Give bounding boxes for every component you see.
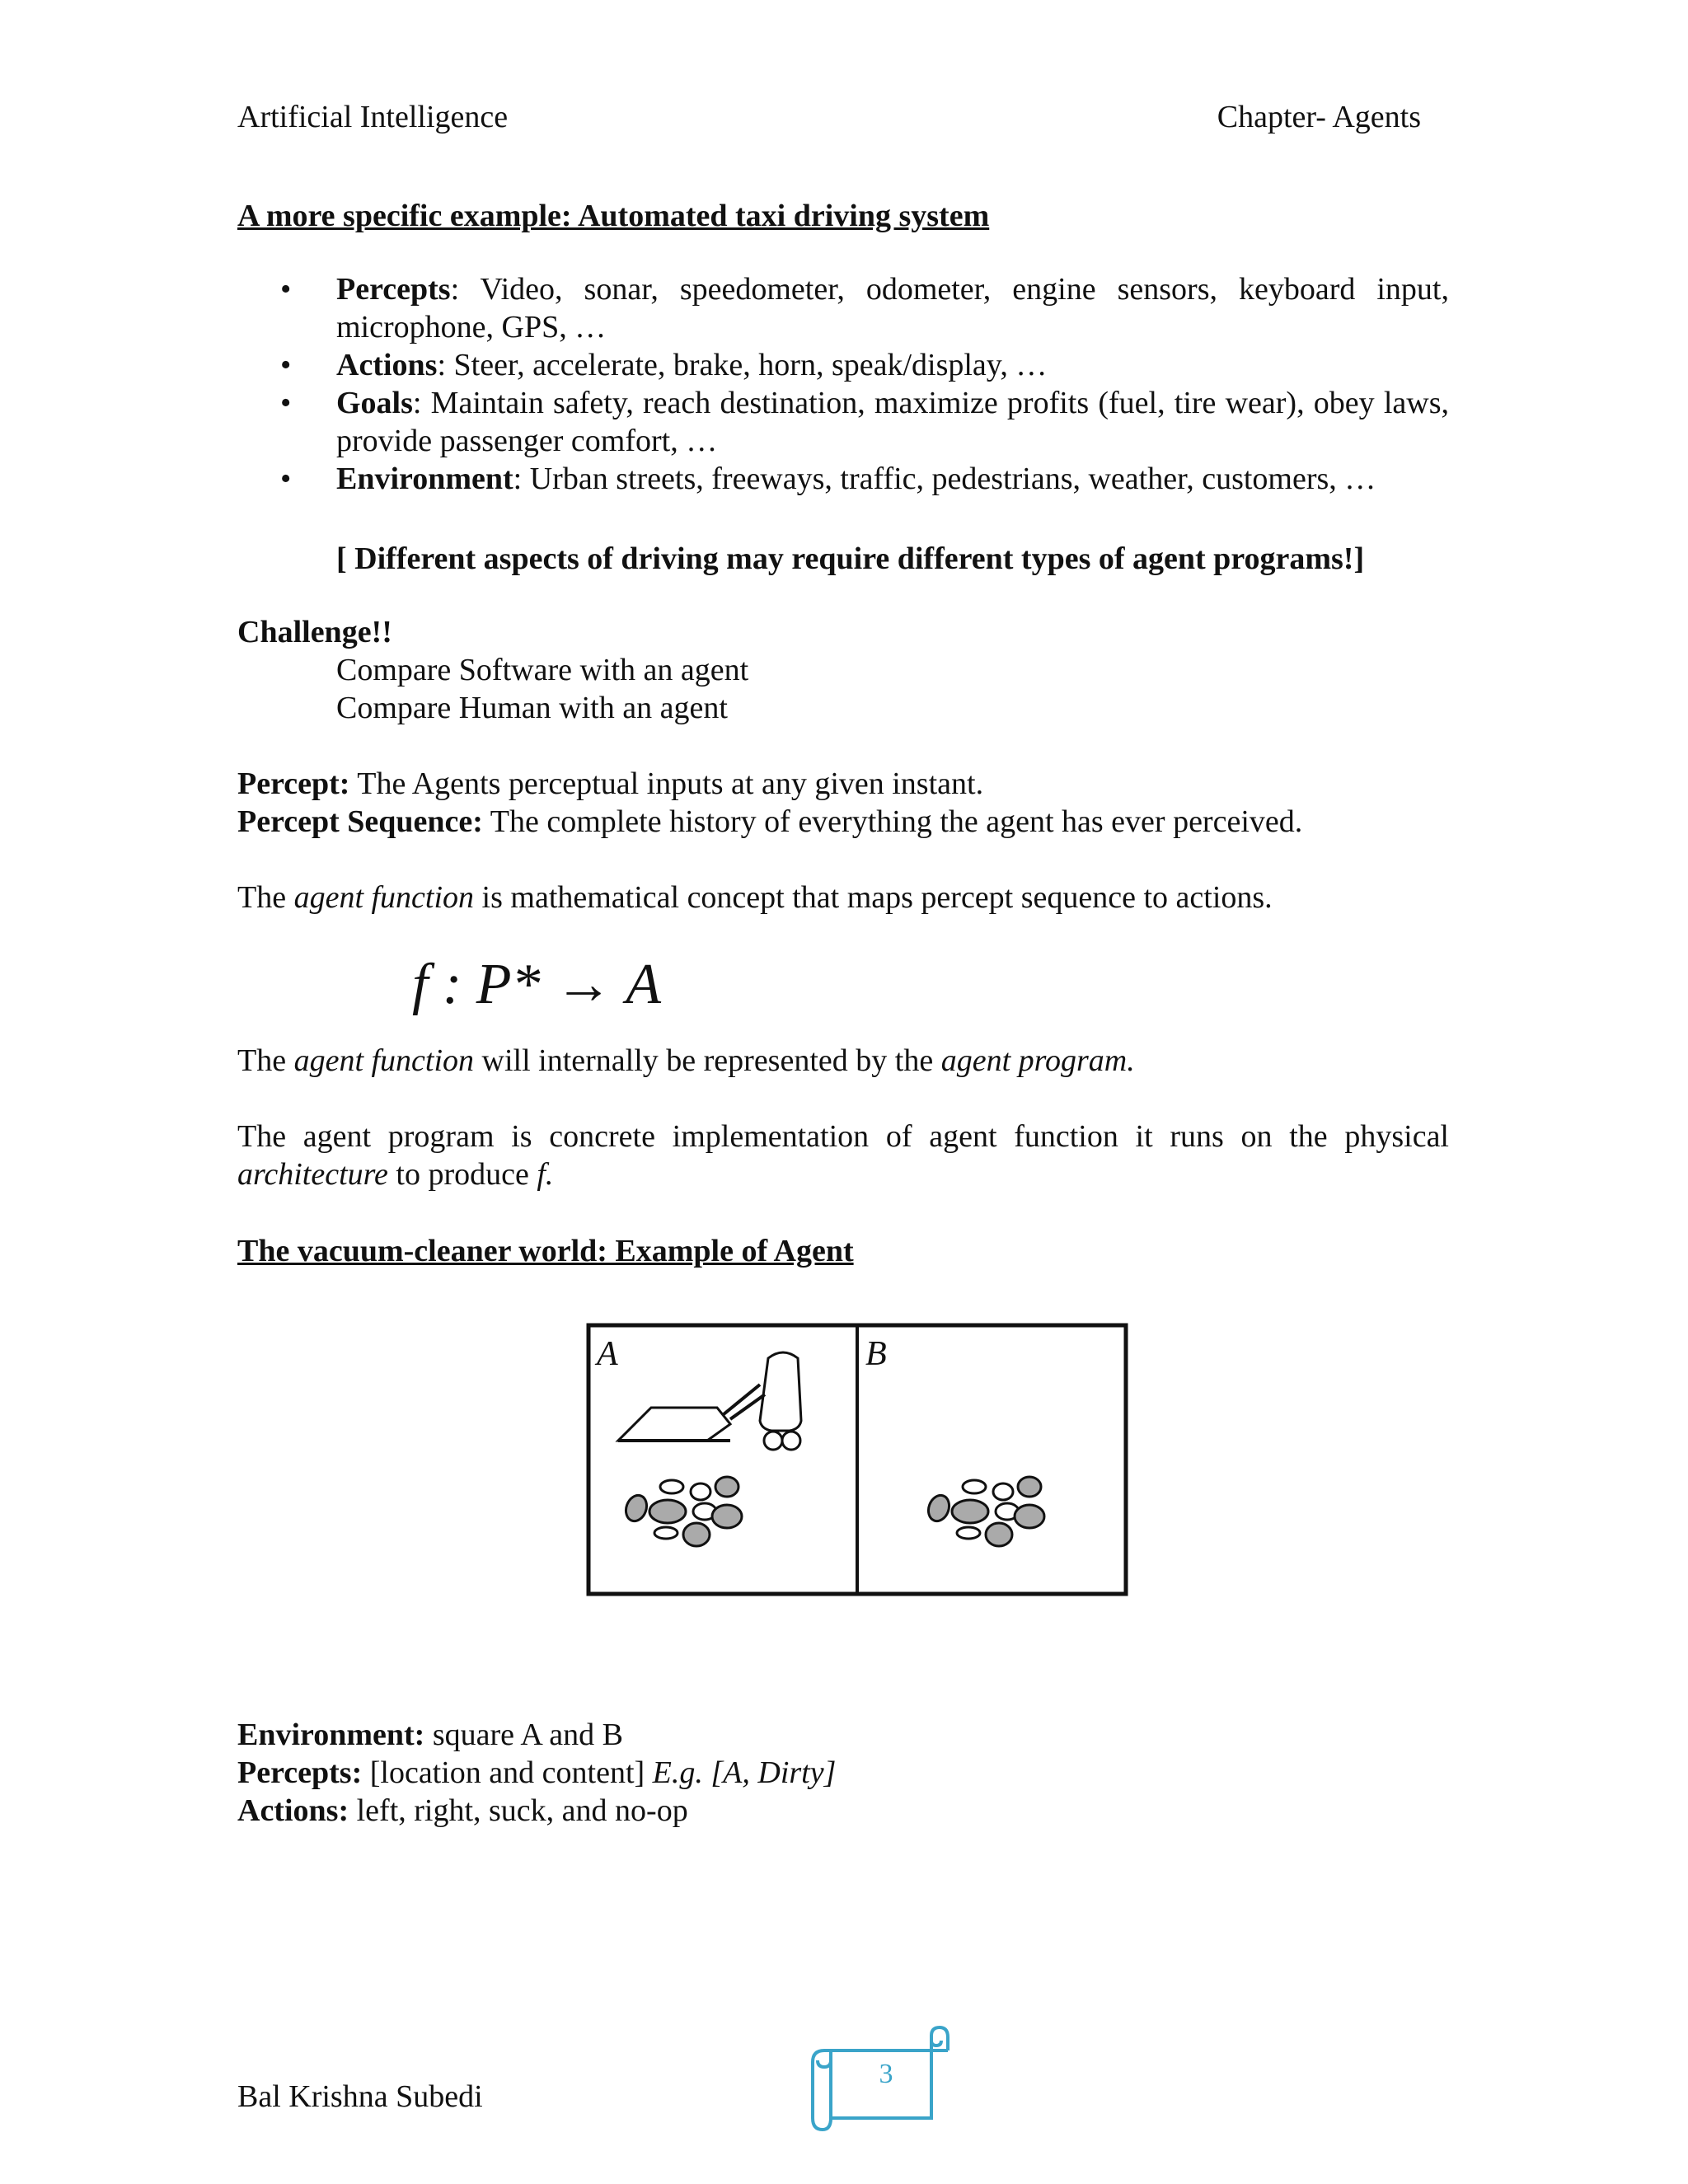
- text-run: will internally be represented by the: [474, 1043, 941, 1078]
- vacuum-percepts: [237, 1754, 836, 1792]
- actions-label: Actions:: [237, 1793, 349, 1828]
- percept-label: Percept:: [237, 766, 350, 801]
- bullet-text: : Maintain safety, reach destination, maximize profits (fuel, tire wear), obey laws, provide passenger comfort, …: [336, 386, 1449, 458]
- bullet-dot: •: [280, 348, 292, 382]
- vacuum-environment: [237, 1716, 623, 1754]
- bullet-dot: •: [280, 386, 292, 420]
- header-chapter: Chapter- Agents: [1217, 100, 1421, 134]
- challenge-line-software: Compare Software with an agent: [336, 653, 749, 687]
- percept-sequence-label: Percept Sequence:: [237, 804, 483, 839]
- bullet-label: Goals: [336, 386, 413, 420]
- agent-function-formula: f : P* → A: [412, 953, 662, 1016]
- text-run: to produce: [387, 1157, 537, 1192]
- environment-label: Environment:: [237, 1718, 425, 1752]
- bullet-goals: [237, 384, 1449, 460]
- text-run: The: [237, 1043, 294, 1078]
- section-heading-taxi: A more specific example: Automated taxi driving system: [237, 199, 990, 233]
- bullet-text: : Urban streets, freeways, traffic, pedestrians, weather, customers, …: [513, 462, 1376, 496]
- percepts-label: Percepts:: [237, 1755, 363, 1790]
- percepts-bullet-list: [237, 270, 1449, 498]
- architecture-term: architecture: [237, 1157, 388, 1192]
- challenge-heading: Challenge!!: [237, 615, 392, 649]
- bullet-label: Environment: [336, 462, 513, 496]
- bullet-percepts: [237, 270, 1449, 346]
- agent-program-term: agent program.: [940, 1043, 1135, 1078]
- vacuum-world-figure: [585, 1322, 1129, 1606]
- agent-program-line-1: The agent program is concrete implementation of agent function it runs on the physical: [237, 1119, 1449, 1154]
- challenge-line-human: Compare Human with an agent: [336, 691, 728, 725]
- agent-function-paragraph: [237, 879, 1273, 916]
- header-title: Artificial Intelligence: [237, 100, 509, 134]
- agent-program-line-2: [237, 1155, 553, 1193]
- bullet-dot: •: [280, 272, 292, 307]
- bullet-label: Percepts: [336, 272, 451, 307]
- f-term: f.: [537, 1157, 554, 1192]
- percepts-example: E.g. [A, Dirty]: [652, 1755, 837, 1790]
- vacuum-actions: [237, 1792, 688, 1830]
- percepts-text: [location and content]: [362, 1755, 653, 1790]
- bullet-label: Actions: [336, 348, 438, 382]
- bullet-dot: •: [280, 462, 292, 496]
- percept-text: The Agents perceptual inputs at any given instant.: [349, 766, 984, 801]
- percept-definition: [237, 765, 983, 803]
- text-run: is mathematical concept that maps percept sequence to actions.: [474, 880, 1273, 915]
- agent-function-term: agent function: [293, 1043, 475, 1078]
- vacuum-world-diagram: [585, 1322, 1129, 1602]
- section-heading-vacuum: The vacuum-cleaner world: Example of Agent: [237, 1234, 854, 1268]
- footer-author: Bal Krishna Subedi: [237, 2079, 483, 2114]
- driving-note: [ Different aspects of driving may require different types of agent programs!]: [336, 541, 1365, 576]
- bullet-environment: [237, 460, 1449, 498]
- square-b-label: B: [865, 1335, 887, 1373]
- actions-text: left, right, suck, and no-op: [349, 1793, 688, 1828]
- agent-function-term: agent function: [293, 880, 475, 915]
- bullet-text: : Video, sonar, speedometer, odometer, engine sensors, keyboard input, microphone, GPS, …: [336, 272, 1449, 344]
- bullet-actions: [237, 346, 1449, 384]
- text-run: The: [237, 880, 294, 915]
- bullet-text: : Steer, accelerate, brake, horn, speak/display, …: [437, 348, 1048, 382]
- percept-sequence-text: The complete history of everything the agent has ever perceived.: [482, 804, 1303, 839]
- environment-text: square A and B: [424, 1718, 623, 1752]
- page-number: 3: [879, 2059, 893, 2089]
- agent-program-paragraph: [237, 1042, 1135, 1080]
- square-a-label: A: [597, 1335, 618, 1373]
- percept-sequence-definition: [237, 803, 1302, 841]
